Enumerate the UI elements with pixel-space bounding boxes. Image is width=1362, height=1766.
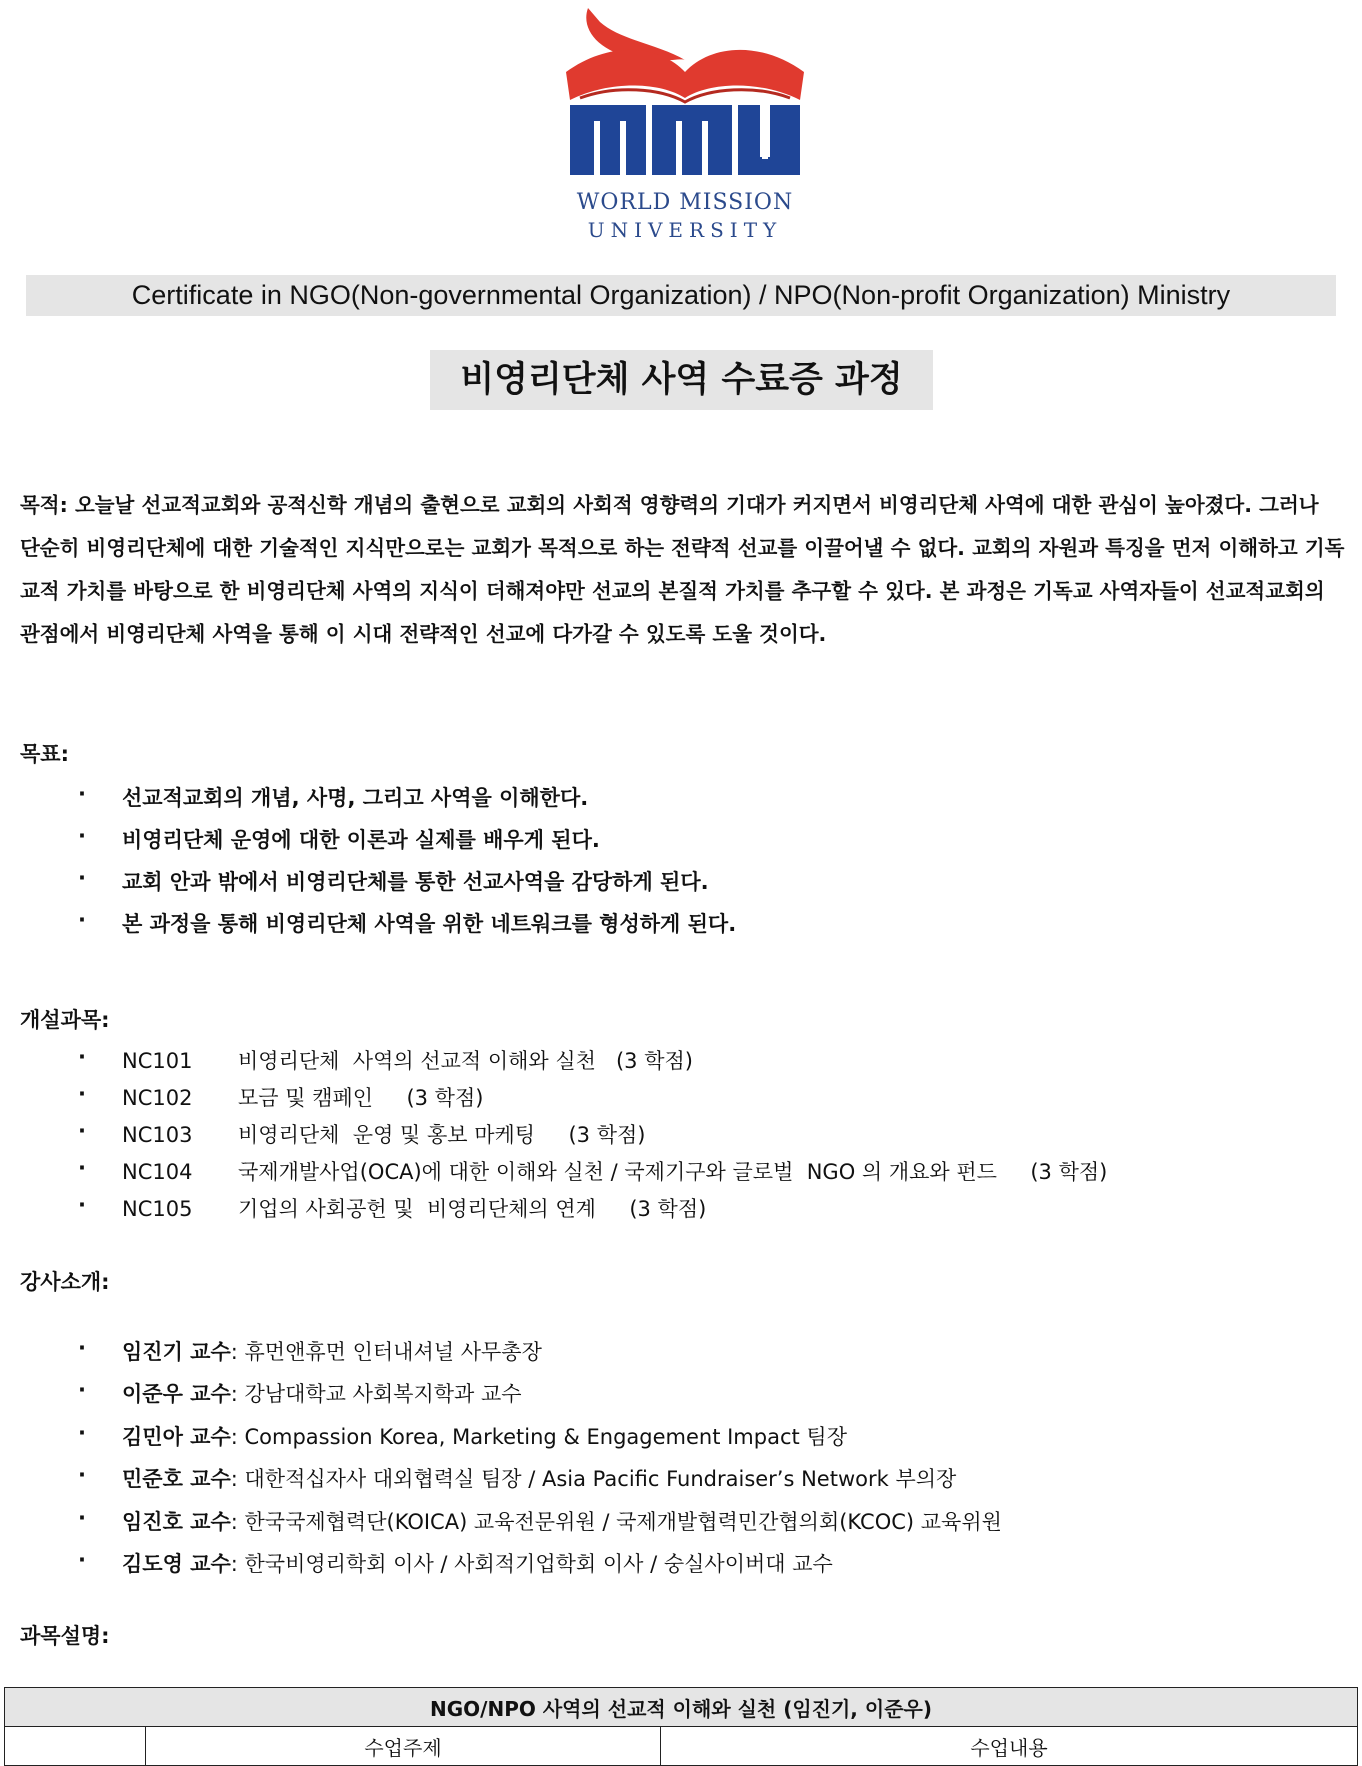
bullet: · — [78, 1378, 86, 1402]
bullet: · — [78, 782, 86, 806]
course-desc-heading: 과목설명: — [20, 1624, 110, 1648]
instructors-heading: 강사소개: — [20, 1270, 110, 1294]
col-content: 수업내용 — [661, 1727, 1358, 1766]
goal-item: 선교적교회의 개념, 사명, 그리고 사역을 이해한다. — [122, 786, 589, 810]
course-code: NC101 — [122, 1049, 193, 1073]
logo-line1: WORLD MISSION — [576, 190, 794, 215]
bullet: · — [78, 1336, 86, 1360]
instructor-name: 김도영 교수 — [122, 1552, 231, 1576]
col-topic: 수업주제 — [146, 1727, 661, 1766]
purpose-label: 목적: — [20, 493, 68, 517]
courses-heading: 개설과목: — [20, 1008, 110, 1032]
course-code: NC103 — [122, 1123, 193, 1147]
course-item — [122, 1193, 706, 1223]
instructor-item — [122, 1463, 956, 1493]
table-title: NGO/NPO 사역의 선교적 이해와 실천 (임진기, 이준우) — [5, 1688, 1358, 1727]
bullet: · — [78, 1193, 86, 1217]
instructor-item — [122, 1336, 542, 1366]
course-code: NC105 — [122, 1197, 193, 1221]
instructor-item — [122, 1506, 1002, 1536]
goals-heading: 목표: — [20, 742, 69, 766]
instructor-name: 임진기 교수 — [122, 1340, 231, 1364]
bullet: · — [78, 1119, 86, 1143]
bullet: · — [78, 908, 86, 932]
university-logo — [560, 0, 810, 250]
instructor-name: 임진호 교수 — [122, 1510, 231, 1534]
course-title: 기업의 사회공헌 및 비영리단체의 연계 (3 학점) — [238, 1197, 707, 1221]
course-item — [122, 1156, 1107, 1186]
course-title: 비영리단체 사역의 선교적 이해와 실천 (3 학점) — [238, 1049, 693, 1073]
bullet: · — [78, 1082, 86, 1106]
course-item — [122, 1119, 645, 1149]
goal-item: 본 과정을 통해 비영리단체 사역을 위한 네트워크를 형성하게 된다. — [122, 912, 737, 936]
course-title: 국제개발사업(OCA)에 대한 이해와 실천 / 국제기구와 글로벌 NGO 의 개요와 펀드 (3 학점) — [238, 1160, 1108, 1184]
book-logo-icon — [560, 0, 810, 190]
instructor-item — [122, 1378, 522, 1408]
instructor-role: : Compassion Korea, Marketing & Engagement Impact 팀장 — [230, 1425, 847, 1449]
instructor-name: 김민아 교수 — [122, 1425, 231, 1449]
purpose-text: 오늘날 선교적교회와 공적신학 개념의 출현으로 교회의 사회적 영향력의 기대가 커지면서 비영리단체 사역에 대한 관심이 높아졌다. 그러나 단순히 비영리단체에 대한 기술적인 지식만으로는 교회가 목적으로 하는 전략적 선교를 이끌어낼 수 없다. 교회의 자원과 특징을 먼저 이해하고 기독교적 가치를 바탕으로 한 비영리단체 사역의 지식이 더해져야만 선교의 본질적 가치를 추구할 수 있다. 본 과정은 기독교 사역자들이 선교적교회의 관점에서 비영리단체 사역을 통해 이 시대 전략적인 선교에 다가갈 수 있도록 도울 것이다. — [20, 493, 1345, 646]
bullet: · — [78, 1156, 86, 1180]
instructor-role: : 한국국제협력단(KOICA) 교육전문위원 / 국제개발협력민간협의회(KCOC) 교육위원 — [230, 1510, 1002, 1534]
instructor-name: 민준호 교수 — [122, 1467, 231, 1491]
course-desc-table — [4, 1687, 1358, 1766]
course-item — [122, 1082, 483, 1112]
instructor-role: : 강남대학교 사회복지학과 교수 — [230, 1382, 522, 1406]
instructor-name: 이준우 교수 — [122, 1382, 231, 1406]
bullet: · — [78, 1548, 86, 1572]
course-code: NC102 — [122, 1086, 193, 1110]
instructor-item — [122, 1548, 833, 1578]
title-korean: 비영리단체 사역 수료증 과정 — [430, 350, 933, 410]
instructor-role: : 대한적십자사 대외협력실 팀장 / Asia Pacific Fundraiser’s Network 부의장 — [230, 1467, 957, 1491]
logo-line2: UNIVERSITY — [587, 218, 783, 242]
title-english: Certificate in NGO(Non-governmental Organization) / NPO(Non-profit Organization) Ministry — [26, 275, 1336, 316]
bullet: · — [78, 1463, 86, 1487]
instructor-role: : 휴먼앤휴먼 인터내셔널 사무총장 — [230, 1340, 542, 1364]
bullet: · — [78, 1506, 86, 1530]
instructor-item — [122, 1421, 847, 1451]
bullet: · — [78, 1045, 86, 1069]
bullet: · — [78, 866, 86, 890]
bullet: · — [78, 824, 86, 848]
goal-item: 비영리단체 운영에 대한 이론과 실제를 배우게 된다. — [122, 828, 600, 852]
course-code: NC104 — [122, 1160, 193, 1184]
course-title: 모금 및 캠페인 (3 학점) — [238, 1086, 484, 1110]
course-title: 비영리단체 운영 및 홍보 마케팅 (3 학점) — [238, 1123, 646, 1147]
instructor-role: : 한국비영리학회 이사 / 사회적기업학회 이사 / 숭실사이버대 교수 — [230, 1552, 833, 1576]
purpose-paragraph — [20, 484, 1345, 656]
course-item — [122, 1045, 693, 1075]
table-blank-cell — [5, 1727, 146, 1766]
bullet: · — [78, 1421, 86, 1445]
goal-item: 교회 안과 밖에서 비영리단체를 통한 선교사역을 감당하게 된다. — [122, 870, 709, 894]
